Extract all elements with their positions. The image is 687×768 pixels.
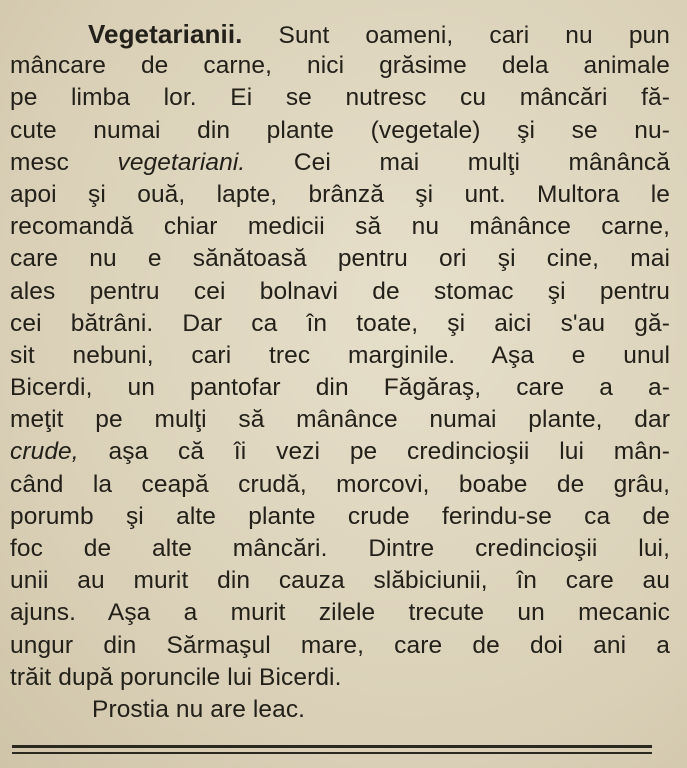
article-line-5: mesc vegetariani. Cei mai mulţi mânâncă bbox=[10, 148, 671, 176]
article-line-8: care nu e sănătoasă pentru ori şi cine, mai bbox=[10, 245, 670, 273]
article-line-7: recomandă chiar medicii să nu mânânce carne, bbox=[10, 213, 670, 241]
emphasis-vegetariani: vegetariani. bbox=[117, 148, 246, 176]
article-title: Vegetarianii. bbox=[88, 19, 243, 49]
article-body bbox=[10, 18, 670, 726]
article-line-10: cei bătrâni. Dar ca în toate, şi aici s'au gă- bbox=[10, 309, 670, 337]
article-line-18: unii au murit din cauza slăbiciunii, în care au bbox=[10, 567, 670, 595]
divider-rule bbox=[12, 745, 652, 748]
divider-rule-thin bbox=[12, 752, 652, 754]
article-line-16: porumb şi alte plante crude ferindu-se ca de bbox=[10, 502, 670, 530]
article-line-20: ungur din Sărmaşul mare, care de doi ani a bbox=[10, 631, 670, 659]
article-line-1: Vegetarianii. Sunt oameni, cari nu pun bbox=[88, 19, 670, 49]
article-line-9: ales pentru cei bolnavi de stomac şi pentru bbox=[10, 277, 670, 305]
article-line-11: sit nebuni, cari trec marginile. Aşa e unul bbox=[10, 341, 670, 369]
article-closing: Prostia nu are leac. bbox=[92, 695, 306, 723]
article-line-15: când la ceapă crudă, morcovi, boabe de grâu, bbox=[10, 470, 670, 498]
article-line-17: foc de alte mâncări. Dintre credincioşii lui, bbox=[10, 535, 670, 562]
article-line-21: trăit după poruncile lui Bicerdi. bbox=[10, 663, 342, 691]
article-line-19: ajuns. Aşa a murit zilele trecute un mecanic bbox=[10, 599, 670, 627]
emphasis-crude: crude, bbox=[10, 438, 79, 466]
article-line-13: meţit pe mulţi să mânânce numai plante, dar bbox=[10, 406, 670, 434]
article-line-3: pe limba lor. Ei se nutresc cu mâncări fă- bbox=[10, 84, 670, 112]
article-line-4: cute numai din plante (vegetale) şi se nu- bbox=[10, 116, 670, 144]
article-line-14: crude, aşa că îi vezi pe credincioşii lui mân- bbox=[10, 438, 670, 466]
article-line-2: mâncare de carne, nici grăsime dela animale bbox=[10, 52, 670, 80]
article-line-6: apoi şi ouă, lapte, brânză şi unt. Multora le bbox=[10, 180, 670, 208]
article-line-12: Bicerdi, un pantofar din Făgăraş, care a a- bbox=[10, 374, 670, 402]
